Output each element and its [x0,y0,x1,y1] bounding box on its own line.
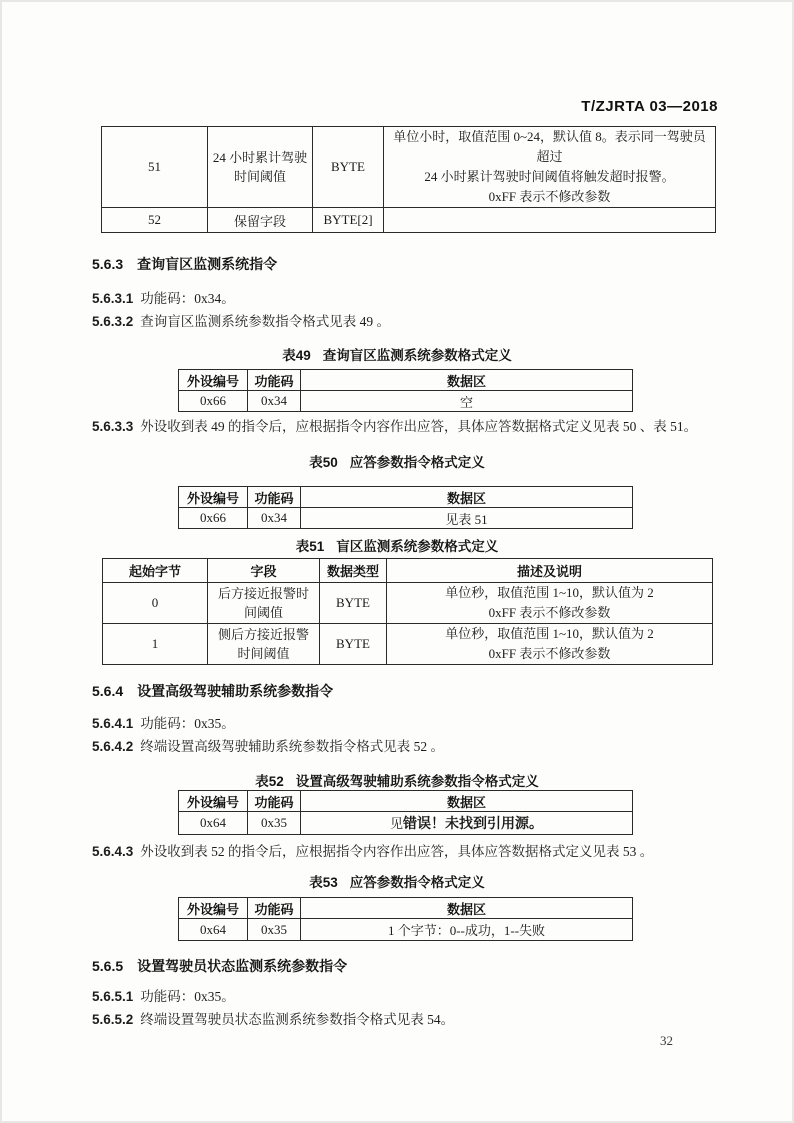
clause-5651: 5.6.5.1 功能码：0x35。 [92,989,235,1004]
table52 [178,790,633,835]
cell-data-type: BYTE [313,127,384,208]
cell-description: 单位秒，取值范围 1~10，默认值为 2 0xFF 表示不修改参数 [387,624,713,665]
cell-description: 单位小时，取值范围 0~24，默认值 8。表示同一驾驶员超过 24 小时累计驾驶时间阈值将触发超时报警。 0xFF 表示不修改参数 [384,127,716,208]
cell-start-byte: 51 [102,127,208,208]
table50-caption: 表50 应答参数指令格式定义 [309,455,485,470]
table53-caption: 表53 应答参数指令格式定义 [309,875,485,890]
table51-caption: 表51 盲区监测系统参数格式定义 [295,539,499,554]
cell-field: 保留字段 [208,208,313,233]
cell-field: 24 小时累计驾驶时间阈值 [208,127,313,208]
table-header-row: 起始字节 字段 数据类型 描述及说明 [103,559,713,583]
cell-data-area: 见错误！未找到引用源。 [301,812,633,835]
table-header-row: 外设编号 功能码 数据区 [179,370,633,391]
table49-caption: 表49 查询盲区监测系统参数格式定义 [282,348,512,363]
table-row: 0x64 0x35 1 个字节：0--成功，1--失败 [179,919,633,941]
table-row [103,583,713,624]
table-row: 0x66 0x34 见表 51 [179,508,633,529]
table-row: 0x64 0x35 见错误！未找到引用源。 [179,812,633,835]
table51 [102,558,713,665]
table-header-row: 外设编号 功能码 数据区 [179,487,633,508]
table-row: 0x66 0x34 空 [179,391,633,412]
cell-data-type: BYTE[2] [313,208,384,233]
section-heading-564: 5.6.4 设置高级驾驶辅助系统参数指令 [92,683,334,699]
cell-start-byte: 1 [103,624,208,665]
table-row [102,127,716,208]
cell-data-type: BYTE [320,583,387,624]
cell-field: 侧后方接近报警时间阈值 [208,624,320,665]
table-header-row: 外设编号 功能码 数据区 [179,791,633,812]
table-continuation [101,126,716,233]
table-header-row: 外设编号 功能码 数据区 [179,898,633,919]
clause-5643: 5.6.4.3 外设收到表 52 的指令后，应根据指令内容作出应答，具体应答数据格式定义见表 53 。 [92,844,654,859]
cell-start-byte: 52 [102,208,208,233]
clause-5633: 5.6.3.3 外设收到表 49 的指令后，应根据指令内容作出应答，具体应答数据格式定义见表 50 、表 51。 [92,419,698,434]
table53 [178,897,633,941]
cell-data-type: BYTE [320,624,387,665]
cell-field: 后方接近报警时间阈值 [208,583,320,624]
cell-start-byte: 0 [103,583,208,624]
clause-5641: 5.6.4.1 功能码：0x35。 [92,716,235,731]
clause-5632: 5.6.3.2 查询盲区监测系统参数指令格式见表 49 。 [92,314,391,329]
table50 [178,486,633,529]
cell-description: 单位秒，取值范围 1~10，默认值为 2 0xFF 表示不修改参数 [387,583,713,624]
cell-description [384,208,716,233]
table-row [102,208,716,233]
section-heading-565: 5.6.5 设置驾驶员状态监测系统参数指令 [92,958,348,974]
broken-reference-text: 错误！未找到引用源。 [403,815,543,831]
page-header: T/ZJRTA 03—2018 [581,98,718,115]
table-row [103,624,713,665]
clause-5631: 5.6.3.1 功能码：0x34。 [92,291,235,306]
section-heading-563: 5.6.3 查询盲区监测系统指令 [92,256,278,272]
clause-5642: 5.6.4.2 终端设置高级驾驶辅助系统参数指令格式见表 52 。 [92,739,445,754]
table49 [178,369,633,412]
page-number: 32 [660,1033,673,1048]
table52-caption: 表52 设置高级驾驶辅助系统参数指令格式定义 [255,774,539,789]
clause-5652: 5.6.5.2 终端设置驾驶员状态监测系统参数指令格式见表 54。 [92,1012,455,1027]
